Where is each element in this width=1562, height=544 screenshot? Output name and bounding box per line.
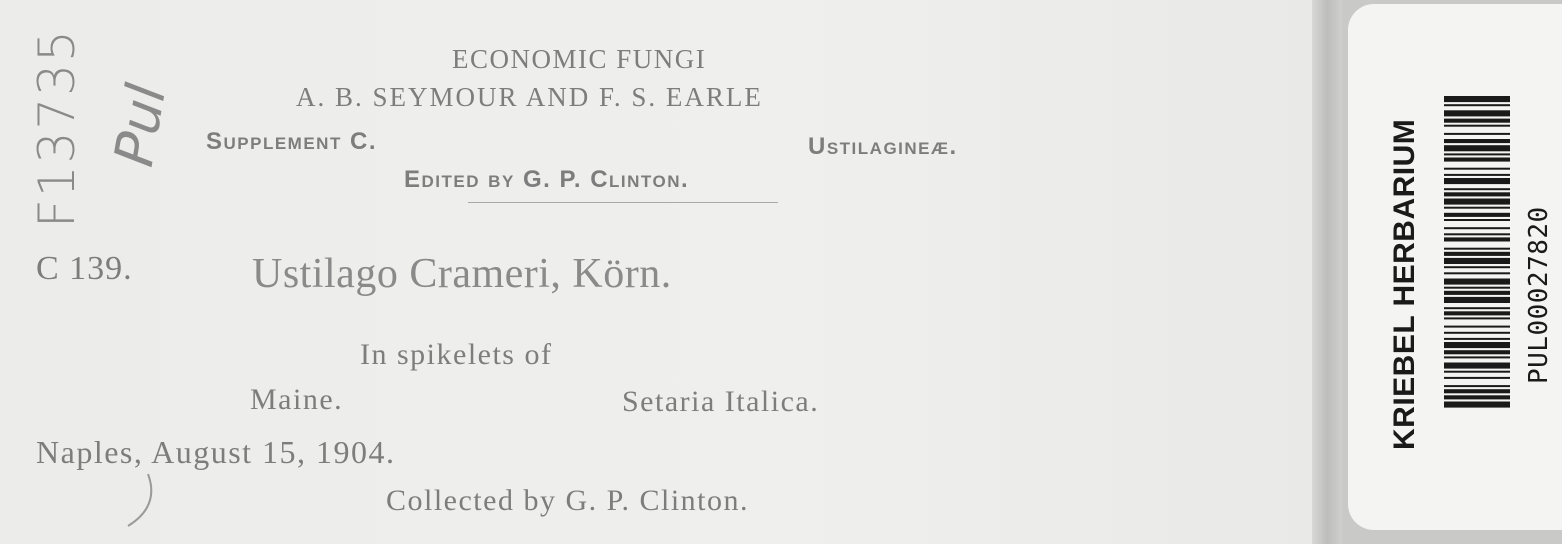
barcode-bar bbox=[1444, 153, 1510, 155]
group-label: Ustilagineæ. bbox=[808, 133, 958, 160]
barcode-bar bbox=[1444, 287, 1510, 289]
barcode-bar bbox=[1444, 110, 1510, 116]
barcode-bar bbox=[1444, 178, 1510, 184]
barcode-bar bbox=[1444, 338, 1510, 340]
barcode-bar bbox=[1444, 139, 1510, 143]
host-prefix: In spikelets of bbox=[360, 338, 553, 371]
barcode-bar bbox=[1444, 145, 1510, 151]
barcode-bar bbox=[1444, 133, 1510, 135]
barcode-bar bbox=[1444, 168, 1510, 170]
barcode-bar bbox=[1444, 385, 1510, 387]
barcode-bar bbox=[1444, 291, 1510, 295]
barcode-bar bbox=[1444, 317, 1510, 319]
barcode-bar bbox=[1444, 125, 1510, 127]
barcode-bar bbox=[1444, 219, 1510, 221]
barcode-bar bbox=[1444, 188, 1510, 190]
barcode-bar bbox=[1444, 395, 1510, 399]
barcode-bar bbox=[1444, 207, 1510, 209]
barcode-bar bbox=[1444, 119, 1510, 123]
barcode-bar bbox=[1444, 266, 1510, 268]
locality-date: Naples, August 15, 1904. bbox=[36, 434, 396, 470]
barcode-bar bbox=[1444, 356, 1510, 358]
handwritten-stroke bbox=[120, 470, 160, 530]
barcode-bar bbox=[1444, 279, 1510, 285]
barcode-bar bbox=[1444, 350, 1510, 354]
barcode-bar bbox=[1444, 311, 1510, 315]
barcode-bar bbox=[1444, 389, 1510, 393]
collector: Collected by G. P. Clinton. bbox=[386, 484, 749, 517]
header-title: ECONOMIC FUNGI bbox=[452, 44, 707, 74]
barcode-bar bbox=[1444, 199, 1510, 205]
barcode-bar bbox=[1444, 192, 1510, 196]
barcode-bar bbox=[1444, 258, 1510, 264]
barcode-bar bbox=[1444, 158, 1510, 162]
barcode-bar bbox=[1444, 272, 1510, 274]
barcode-bar bbox=[1444, 371, 1510, 373]
editor-line: Edited by G. P. Clinton. bbox=[404, 166, 690, 193]
handwritten-accession: F13735 bbox=[28, 28, 86, 228]
barcode-bar bbox=[1444, 297, 1510, 303]
state: Maine. bbox=[250, 383, 344, 416]
supplement-label: Supplement C. bbox=[206, 128, 378, 155]
barcode-bar bbox=[1444, 326, 1510, 328]
handwritten-note: Pul bbox=[102, 79, 179, 171]
barcode bbox=[1444, 96, 1510, 468]
barcode-bar bbox=[1444, 233, 1510, 235]
barcode-bar bbox=[1444, 252, 1510, 256]
specimen-number: C 139. bbox=[36, 250, 133, 287]
authors: A. B. SEYMOUR AND F. S. EARLE bbox=[296, 82, 763, 112]
barcode-bar bbox=[1444, 332, 1510, 334]
barcode-bar bbox=[1444, 342, 1510, 348]
barcode-bar bbox=[1444, 402, 1510, 408]
barcode-bar bbox=[1444, 227, 1510, 229]
barcode-bar bbox=[1444, 174, 1510, 176]
host-name: Setaria Italica. bbox=[622, 385, 820, 418]
barcode-label bbox=[1348, 4, 1562, 530]
barcode-bar bbox=[1444, 237, 1510, 241]
barcode-bar bbox=[1444, 213, 1510, 217]
catalog-number: PUL00027820 bbox=[1524, 206, 1554, 384]
barcode-bar bbox=[1444, 307, 1510, 309]
divider-rule bbox=[468, 202, 778, 203]
barcode-bar bbox=[1444, 363, 1510, 369]
species-name: Ustilago Crameri, Körn. bbox=[252, 251, 672, 297]
herbarium-name: KRIEBEL HERBARIUM bbox=[1388, 118, 1421, 450]
barcode-bar bbox=[1444, 104, 1510, 106]
barcode-bar bbox=[1444, 377, 1510, 379]
card-edge-shadow bbox=[1312, 0, 1342, 544]
barcode-bar bbox=[1444, 248, 1510, 250]
barcode-bar bbox=[1444, 96, 1510, 102]
